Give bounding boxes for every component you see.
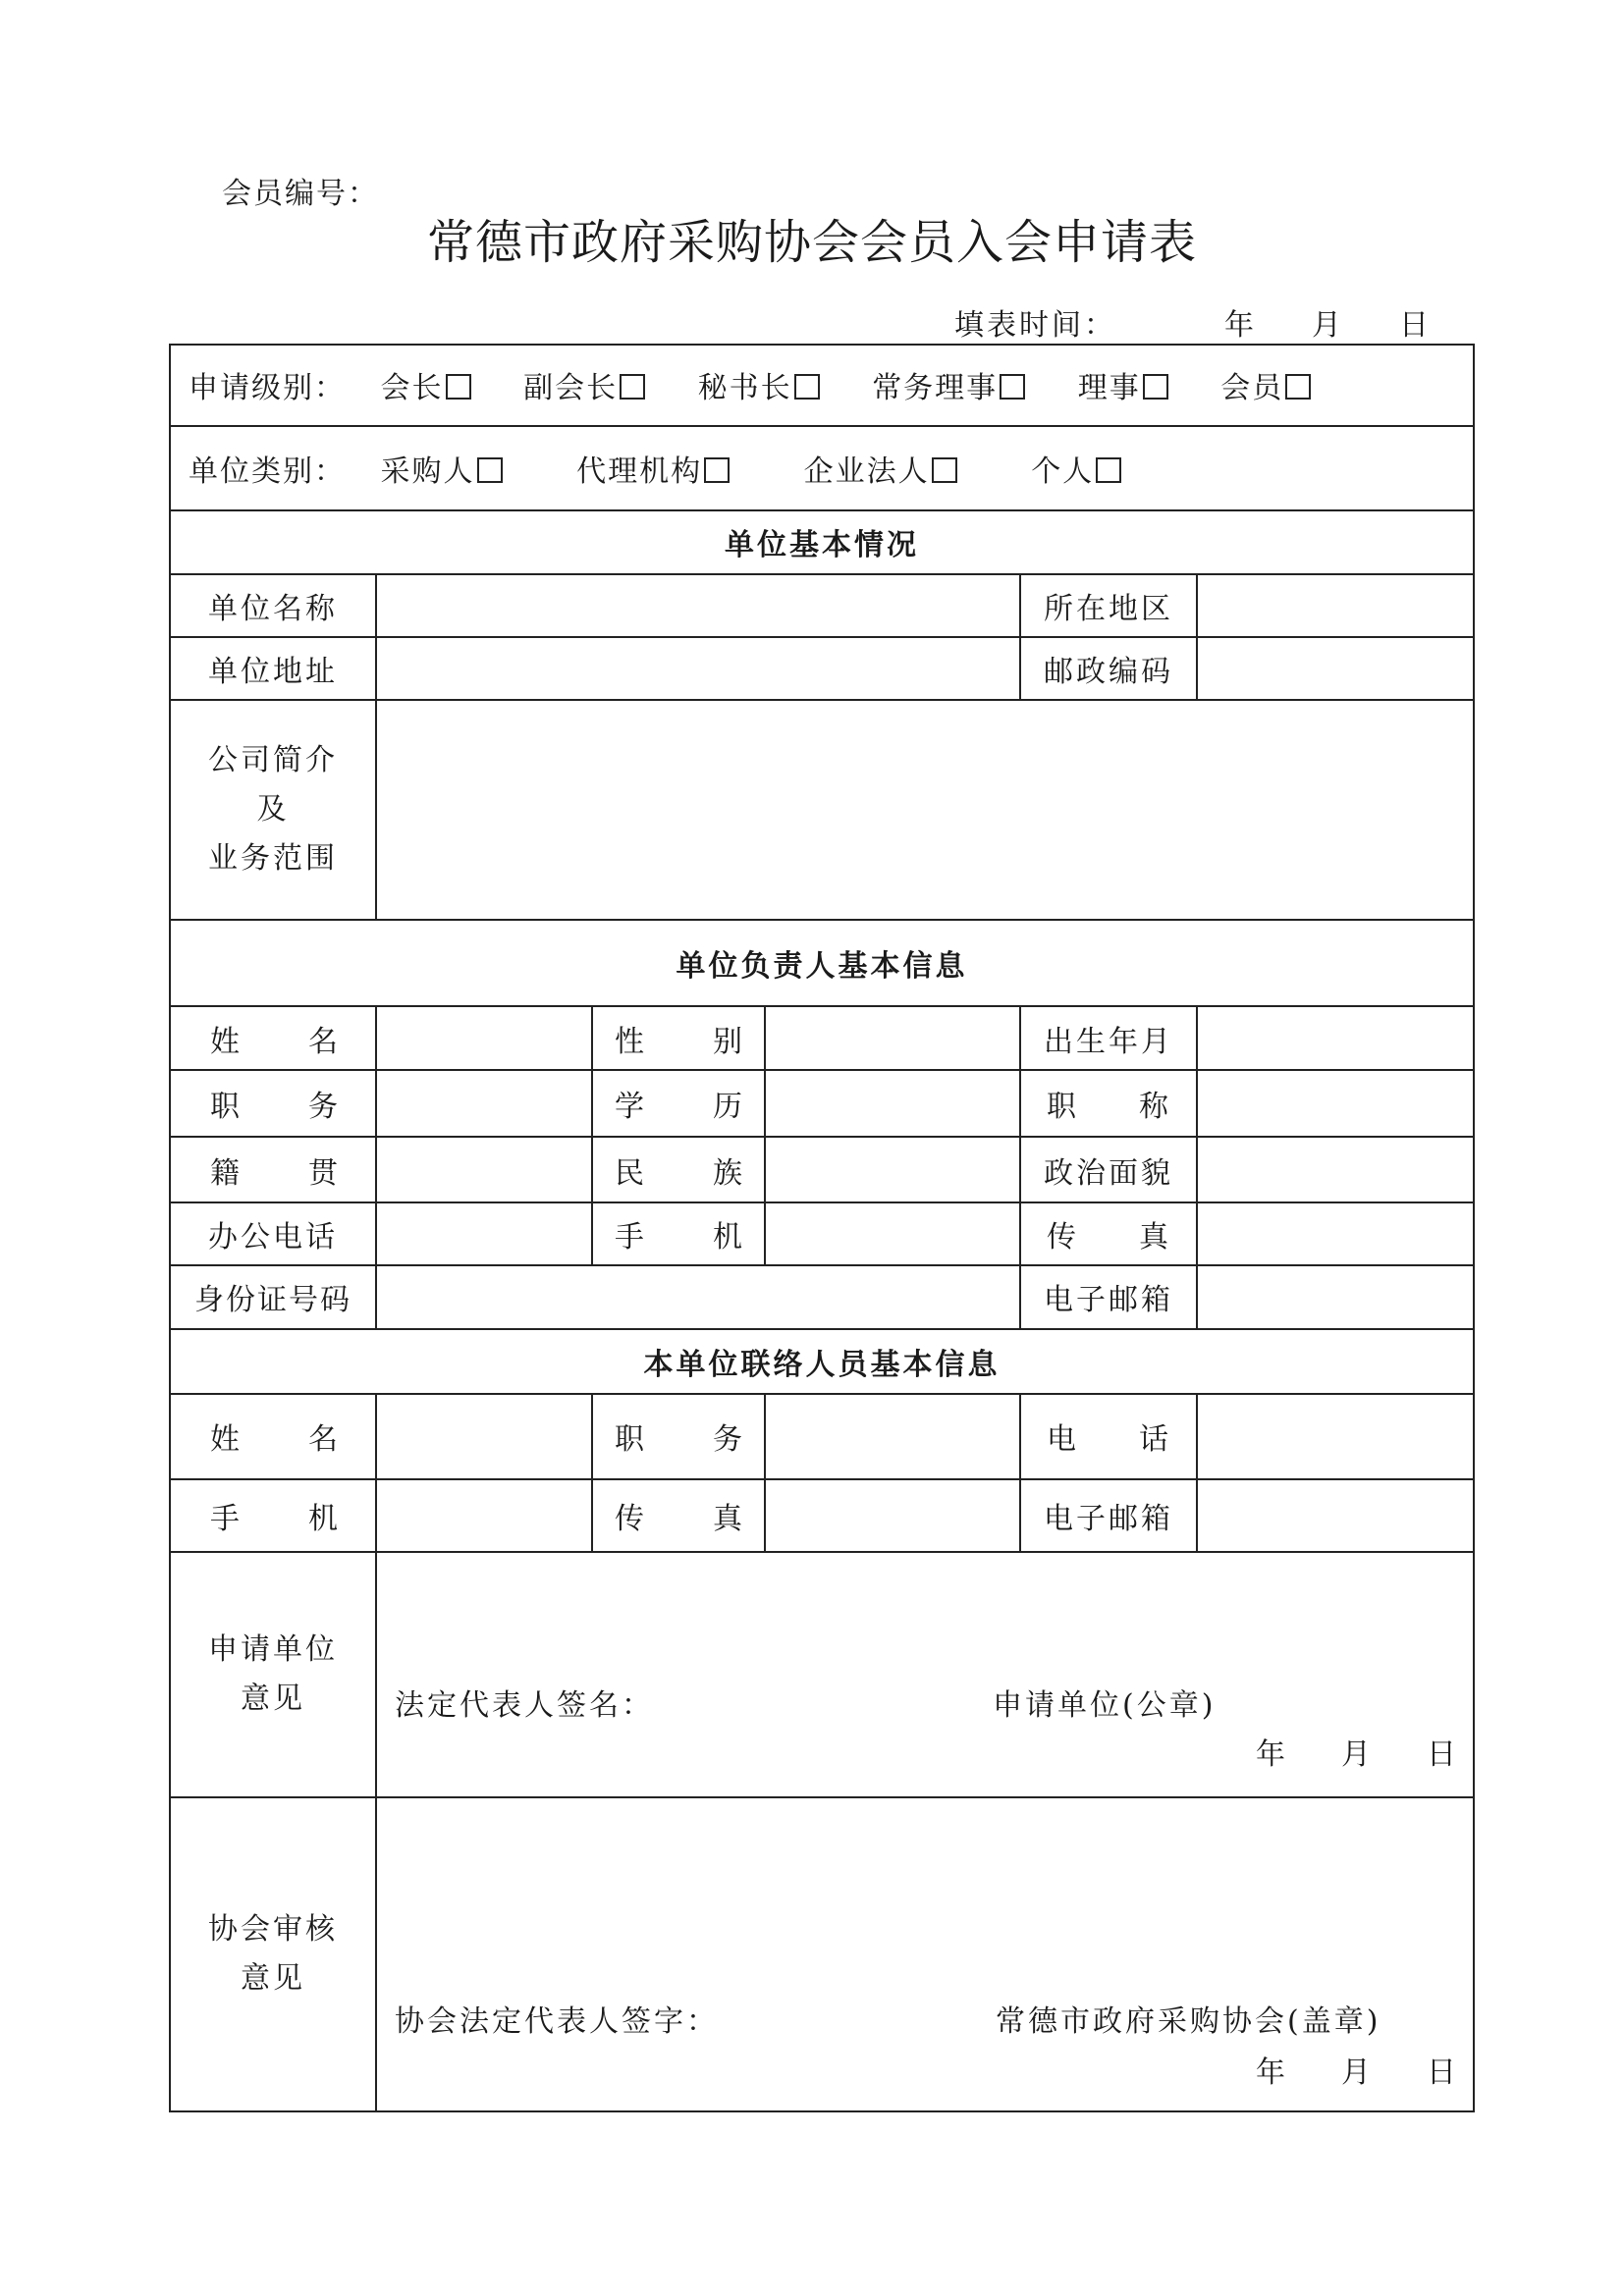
leader-id-label: 身份证号码 — [170, 1265, 376, 1328]
label-char: 话 — [1139, 1422, 1168, 1458]
leader-ethnic-label — [592, 1137, 765, 1201]
label-char: 务 — [308, 1090, 338, 1125]
checkbox[interactable] — [1285, 374, 1311, 400]
fill-date — [954, 300, 1432, 344]
leader-birth-field[interactable] — [1197, 1006, 1474, 1069]
date-day: 日 — [1427, 1737, 1460, 1773]
leader-gender-field[interactable] — [765, 1006, 1020, 1069]
leader-native-label — [170, 1137, 376, 1201]
label-char: 手 — [210, 1501, 240, 1536]
applicant-opinion-label-line2: 意见 — [241, 1681, 305, 1716]
contact-email-label: 电子邮箱 — [1020, 1479, 1197, 1552]
apply-level-option-vice-president[interactable] — [523, 363, 645, 406]
leader-email-field[interactable] — [1197, 1265, 1474, 1328]
region-label: 所在地区 — [1020, 574, 1197, 637]
leader-name-label — [170, 1006, 376, 1069]
applicant-opinion-label-line1: 申请单位 — [208, 1631, 338, 1667]
apply-level-option-director[interactable] — [1078, 363, 1168, 406]
association-opinion-label-line1: 协会审核 — [208, 1911, 338, 1947]
option-label: 会长 — [380, 371, 444, 406]
option-label: 秘书长 — [697, 371, 792, 406]
company-intro-field[interactable] — [376, 700, 1474, 919]
checkbox[interactable] — [794, 374, 820, 400]
fill-date-year: 年 — [1224, 308, 1257, 343]
contact-mobile-field[interactable] — [376, 1479, 592, 1552]
option-label: 理事 — [1077, 371, 1141, 406]
label-char: 传 — [615, 1501, 644, 1536]
label-char: 历 — [713, 1090, 742, 1125]
date-month: 月 — [1341, 2055, 1375, 2090]
leader-post-label — [170, 1070, 376, 1137]
association-opinion-label — [170, 1797, 376, 2111]
label-char: 族 — [713, 1155, 742, 1191]
fill-date-month: 月 — [1312, 308, 1344, 343]
label-char: 民 — [615, 1155, 644, 1191]
leader-education-field[interactable] — [765, 1070, 1020, 1137]
option-label: 个人 — [1031, 454, 1095, 489]
leader-mobile-label — [592, 1202, 765, 1265]
leader-office-phone-label: 办公电话 — [170, 1202, 376, 1265]
legal-rep-signature-label: 法定代表人签名： — [395, 1688, 654, 1724]
section-leader-info: 单位负责人基本信息 — [170, 920, 1474, 1007]
leader-ethnic-field[interactable] — [765, 1137, 1020, 1201]
option-label: 采购人 — [380, 454, 475, 489]
label-char: 机 — [308, 1501, 338, 1536]
leader-office-phone-field[interactable] — [376, 1202, 592, 1265]
association-opinion-field[interactable] — [376, 1797, 1474, 2111]
leader-post-field[interactable] — [376, 1070, 592, 1137]
label-char: 性 — [615, 1024, 644, 1059]
contact-phone-field[interactable] — [1197, 1394, 1474, 1479]
option-label: 企业法人 — [803, 454, 930, 489]
contact-fax-field[interactable] — [765, 1479, 1020, 1552]
label-char: 学 — [615, 1090, 644, 1125]
section-contact-info: 本单位联络人员基本信息 — [170, 1329, 1474, 1394]
option-label: 代理机构 — [576, 454, 703, 489]
contact-post-field[interactable] — [765, 1394, 1020, 1479]
label-char: 姓 — [210, 1422, 240, 1458]
postcode-label: 邮政编码 — [1020, 637, 1197, 700]
apply-level-label: 申请级别： — [189, 371, 346, 406]
leader-fax-label — [1020, 1202, 1197, 1265]
association-signature-label: 协会法定代表人签字： — [395, 2003, 719, 2039]
label-char: 名 — [308, 1024, 338, 1059]
apply-level-option-president[interactable] — [381, 363, 471, 406]
contact-email-field[interactable] — [1197, 1479, 1474, 1552]
section-unit-info: 单位基本情况 — [170, 510, 1474, 573]
company-intro-label-line3: 业务范围 — [208, 841, 338, 877]
label-char: 传 — [1047, 1219, 1076, 1255]
label-char: 职 — [615, 1422, 644, 1458]
fill-date-label: 填表时间： — [954, 308, 1116, 343]
region-field[interactable] — [1197, 574, 1474, 637]
company-intro-label — [170, 700, 376, 919]
checkbox[interactable] — [620, 374, 645, 400]
contact-mobile-label — [170, 1479, 376, 1552]
leader-title-field[interactable] — [1197, 1070, 1474, 1137]
date-day: 日 — [1427, 2055, 1460, 2090]
label-char: 电 — [1047, 1422, 1076, 1458]
date-year: 年 — [1256, 2055, 1289, 2090]
apply-level-row — [170, 345, 1474, 426]
option-label: 副会长 — [523, 371, 619, 406]
leader-native-field[interactable] — [376, 1137, 592, 1201]
unit-type-option-enterprise[interactable] — [804, 447, 957, 490]
contact-name-field[interactable] — [376, 1394, 592, 1479]
applicant-date — [1256, 1730, 1459, 1773]
company-intro-label-line1: 公司简介 — [208, 743, 338, 778]
unit-type-label: 单位类别： — [189, 454, 346, 489]
company-intro-label-line2: 及 — [256, 792, 290, 828]
leader-political-label: 政治面貌 — [1020, 1137, 1197, 1201]
label-char: 贯 — [308, 1155, 338, 1191]
label-char: 称 — [1139, 1090, 1168, 1125]
leader-title-label — [1020, 1070, 1197, 1137]
association-date — [1256, 2048, 1459, 2091]
date-year: 年 — [1256, 1737, 1289, 1773]
leader-education-label — [592, 1070, 765, 1137]
checkbox[interactable] — [1000, 374, 1025, 400]
unit-type-option-individual[interactable] — [1031, 447, 1121, 490]
label-char: 别 — [713, 1024, 742, 1059]
unit-type-option-agency[interactable] — [576, 447, 730, 490]
unit-type-row — [170, 426, 1474, 511]
contact-name-label — [170, 1394, 376, 1479]
label-char: 职 — [210, 1090, 240, 1125]
checkbox[interactable] — [477, 457, 503, 483]
leader-fax-field[interactable] — [1197, 1202, 1474, 1265]
contact-phone-label — [1020, 1394, 1197, 1479]
label-char: 名 — [308, 1422, 338, 1458]
checkbox[interactable] — [932, 457, 957, 483]
unit-address-field[interactable] — [376, 637, 1020, 700]
checkbox[interactable] — [1096, 457, 1121, 483]
leader-birth-label: 出生年月 — [1020, 1006, 1197, 1069]
label-char: 职 — [1047, 1090, 1076, 1125]
association-seal-label: 常德市政府采购协会(盖章) — [996, 2003, 1381, 2039]
applicant-opinion-label — [170, 1552, 376, 1797]
postcode-field[interactable] — [1197, 637, 1474, 700]
unit-name-label: 单位名称 — [170, 574, 376, 637]
apply-level-option-member[interactable] — [1220, 363, 1311, 406]
label-char: 手 — [615, 1219, 644, 1255]
apply-level-option-executive-director[interactable] — [872, 363, 1025, 406]
application-form — [169, 344, 1475, 2112]
checkbox[interactable] — [704, 457, 730, 483]
date-month: 月 — [1341, 1737, 1375, 1773]
member-number-label: 会员编号： — [222, 177, 379, 211]
leader-mobile-field[interactable] — [765, 1202, 1020, 1265]
label-char: 机 — [713, 1219, 742, 1255]
contact-fax-label — [592, 1479, 765, 1552]
apply-level-option-secretary-general[interactable] — [698, 363, 820, 406]
leader-gender-label — [592, 1006, 765, 1069]
association-opinion-label-line2: 意见 — [241, 1960, 305, 1996]
checkbox[interactable] — [446, 374, 471, 400]
option-label: 会员 — [1220, 371, 1284, 406]
label-char: 姓 — [210, 1024, 240, 1059]
page-title: 常德市政府采购协会会员入会申请表 — [426, 215, 1197, 270]
unit-address-label: 单位地址 — [170, 637, 376, 700]
applicant-seal-label: 申请单位(公章) — [993, 1688, 1217, 1724]
checkbox[interactable] — [1143, 374, 1168, 400]
leader-name-field[interactable] — [376, 1006, 592, 1069]
fill-date-day: 日 — [1399, 308, 1432, 343]
contact-post-label — [592, 1394, 765, 1479]
leader-id-field[interactable] — [376, 1265, 1020, 1328]
leader-political-field[interactable] — [1197, 1137, 1474, 1201]
unit-type-option-purchaser[interactable] — [381, 447, 503, 490]
applicant-opinion-field[interactable] — [376, 1552, 1474, 1797]
label-char: 真 — [1139, 1219, 1168, 1255]
option-label: 常务理事 — [872, 371, 999, 406]
unit-name-field[interactable] — [376, 574, 1020, 637]
label-char: 籍 — [210, 1155, 240, 1191]
leader-email-label: 电子邮箱 — [1020, 1265, 1197, 1328]
label-char: 真 — [713, 1501, 742, 1536]
label-char: 务 — [713, 1422, 742, 1458]
